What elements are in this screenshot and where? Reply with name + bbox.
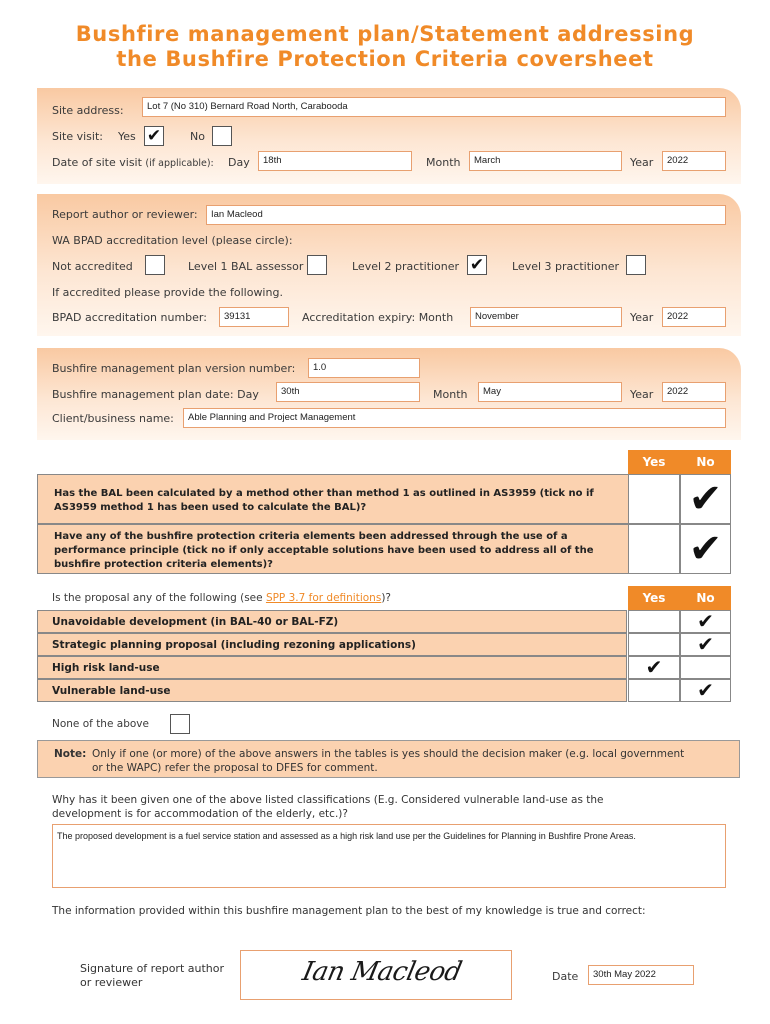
table2-row-strategic-no[interactable]: ✔ bbox=[680, 633, 731, 656]
level-2-label: Level 2 practitioner bbox=[352, 260, 460, 273]
table2-row-vulnerable: Vulnerable land-use bbox=[37, 679, 627, 702]
site-address-field[interactable]: Lot 7 (No 310) Bernard Road North, Carabooda bbox=[142, 97, 726, 117]
bpad-number-field[interactable]: 39131 bbox=[219, 307, 289, 327]
plan-day-field[interactable]: 30th bbox=[276, 382, 420, 402]
table2-row-unavoidable-yes[interactable] bbox=[628, 610, 680, 633]
note-label: Note: bbox=[54, 748, 87, 760]
site-visit-no-label: No bbox=[190, 130, 205, 143]
expiry-label: Accreditation expiry: Month bbox=[302, 311, 454, 324]
table1-row-bal-yes[interactable] bbox=[628, 474, 680, 524]
declaration-text: The information provided within this bushfire management plan to the best of my knowledge is true and correct: bbox=[52, 905, 646, 917]
plan-month-field[interactable]: May bbox=[478, 382, 622, 402]
level-not-accredited-checkbox[interactable] bbox=[145, 255, 165, 275]
date-visit-label bbox=[52, 156, 214, 169]
month-label: Month bbox=[426, 156, 461, 169]
level-not-accredited-label: Not accredited bbox=[52, 260, 133, 273]
client-field[interactable]: Able Planning and Project Management bbox=[183, 408, 726, 428]
why-question-line-1: Why has it been given one of the above listed classifications (E.g. Considered vulnerable land-use as the bbox=[52, 794, 604, 806]
signature-handwriting: Ian Macleod bbox=[299, 957, 465, 987]
table2-row-high-risk: High risk land-use bbox=[37, 656, 627, 679]
proposal-question-prefix: Is the proposal any of the following (see bbox=[52, 592, 266, 604]
table2-row-unavoidable-no[interactable]: ✔ bbox=[680, 610, 731, 633]
page-title-line-2: the Bushfire Protection Criteria coversheet bbox=[116, 47, 654, 71]
level-2-checkbox[interactable]: ✔ bbox=[467, 255, 487, 275]
site-visit-label: Site visit: bbox=[52, 130, 103, 143]
plan-date-label: Bushfire management plan date: Day bbox=[52, 388, 259, 401]
visit-month-field[interactable]: March bbox=[469, 151, 622, 171]
signature-date-field[interactable]: 30th May 2022 bbox=[588, 965, 694, 985]
bpad-number-label: BPAD accreditation number: bbox=[52, 311, 207, 324]
site-visit-no-checkbox[interactable] bbox=[212, 126, 232, 146]
spp-definitions-link[interactable]: SPP 3.7 for definitions bbox=[265, 592, 382, 604]
table1-row-bal-no[interactable]: ✔ bbox=[680, 474, 731, 524]
table2-row-vulnerable-no[interactable]: ✔ bbox=[680, 679, 731, 702]
plan-version-field[interactable]: 1.0 bbox=[308, 358, 420, 378]
table1-row-performance: Have any of the bushfire protection criteria elements been addressed through the use of a performance principle (tick no if only acceptable solutions have been used to address all of the bushfire protection criteria elements)? bbox=[37, 524, 629, 574]
proposal-question-suffix: )? bbox=[381, 592, 391, 604]
why-answer-field[interactable]: The proposed development is a fuel service station and assessed as a high risk land use per the Guidelines for Planning in Bushfire Prone Areas. bbox=[52, 824, 726, 888]
date-visit-label-small: (if applicable): bbox=[145, 158, 214, 169]
plan-version-label: Bushfire management plan version number: bbox=[52, 362, 296, 375]
signature-field[interactable] bbox=[240, 950, 512, 1000]
table1-row-bal: Has the BAL been calculated by a method other than method 1 as outlined in AS3959 (tick no if AS3959 method 1 has been used to calculate the BAL)? bbox=[37, 474, 629, 524]
table2-yes-header: Yes bbox=[628, 586, 680, 610]
page-title-line-1: Bushfire management plan/Statement addressing bbox=[75, 22, 695, 46]
visit-year-field[interactable]: 2022 bbox=[662, 151, 726, 171]
table1-no-header: No bbox=[680, 450, 731, 474]
table2-row-vulnerable-yes[interactable] bbox=[628, 679, 680, 702]
client-label: Client/business name: bbox=[52, 412, 174, 425]
level-3-checkbox[interactable] bbox=[626, 255, 646, 275]
table1-yes-header: Yes bbox=[628, 450, 680, 474]
plan-month-label: Month bbox=[433, 388, 468, 401]
none-of-above-label: None of the above bbox=[52, 718, 149, 730]
date-visit-label-text: Date of site visit bbox=[52, 156, 142, 169]
table2-row-high-risk-yes[interactable]: ✔ bbox=[628, 656, 680, 679]
accreditation-level-label: WA BPAD accreditation level (please circle): bbox=[52, 234, 293, 247]
author-field[interactable]: Ian Macleod bbox=[206, 205, 726, 225]
table1-row-performance-no[interactable]: ✔ bbox=[680, 524, 731, 574]
table2-row-high-risk-no[interactable] bbox=[680, 656, 731, 679]
site-visit-yes-checkbox[interactable]: ✔ bbox=[144, 126, 164, 146]
site-visit-yes-label: Yes bbox=[118, 130, 136, 143]
table1-row-performance-yes[interactable] bbox=[628, 524, 680, 574]
author-label: Report author or reviewer: bbox=[52, 208, 198, 221]
day-label: Day bbox=[228, 156, 250, 169]
note-box bbox=[37, 740, 740, 778]
table2-row-strategic: Strategic planning proposal (including rezoning applications) bbox=[37, 633, 627, 656]
site-address-label: Site address: bbox=[52, 104, 124, 117]
level-1-label: Level 1 BAL assessor bbox=[188, 260, 304, 273]
table2-no-header: No bbox=[680, 586, 731, 610]
if-accredited-text: If accredited please provide the following. bbox=[52, 286, 283, 299]
expiry-month-field[interactable]: November bbox=[470, 307, 622, 327]
table2-row-unavoidable: Unavoidable development (in BAL-40 or BAL-FZ) bbox=[37, 610, 627, 633]
note-line-1: Only if one (or more) of the above answers in the tables is yes should the decision maker (e.g. local government bbox=[92, 748, 685, 760]
signature-label-line-2: or reviewer bbox=[80, 976, 143, 989]
signature-date-label: Date bbox=[552, 970, 579, 983]
expiry-year-field[interactable]: 2022 bbox=[662, 307, 726, 327]
table2-row-strategic-yes[interactable] bbox=[628, 633, 680, 656]
plan-year-field[interactable]: 2022 bbox=[662, 382, 726, 402]
visit-day-field[interactable]: 18th bbox=[258, 151, 412, 171]
none-of-above-checkbox[interactable] bbox=[170, 714, 190, 734]
level-1-checkbox[interactable] bbox=[307, 255, 327, 275]
proposal-question bbox=[52, 592, 391, 604]
expiry-year-label: Year bbox=[630, 311, 654, 324]
year-label: Year bbox=[630, 156, 654, 169]
why-question-line-2: development is for accommodation of the elderly, etc.)? bbox=[52, 808, 348, 820]
note-line-2: or the WAPC) refer the proposal to DFES for comment. bbox=[92, 762, 378, 774]
level-3-label: Level 3 practitioner bbox=[512, 260, 620, 273]
plan-year-label: Year bbox=[630, 388, 654, 401]
signature-label-line-1: Signature of report author bbox=[80, 962, 225, 975]
